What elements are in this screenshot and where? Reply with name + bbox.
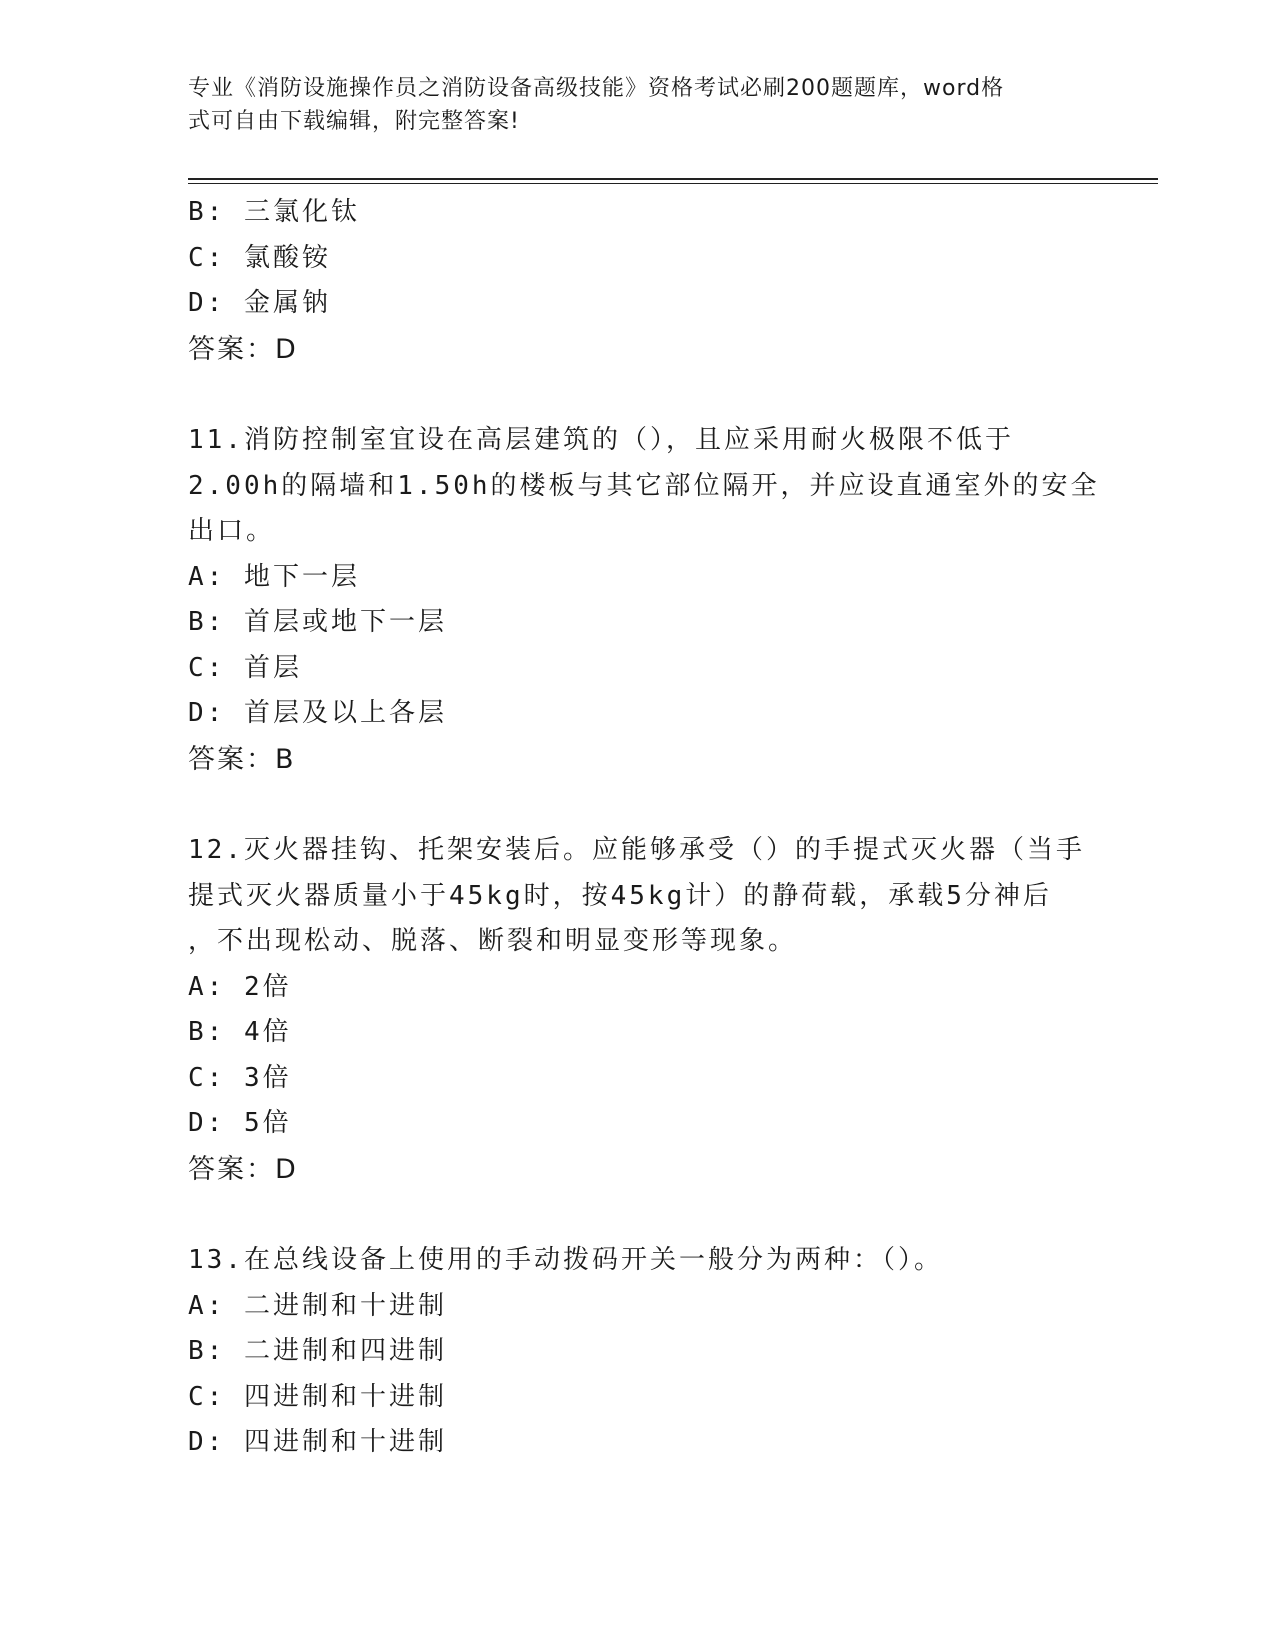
answer-line: 答案：B xyxy=(188,743,296,775)
question-13 xyxy=(188,1238,1088,1466)
answer-line: 答案：D xyxy=(188,1153,298,1185)
document-header xyxy=(188,72,1068,138)
question-11 xyxy=(188,418,1100,782)
question-stem-line: 11.消防控制室宜设在高层建筑的（），且应采用耐火极限不低于 xyxy=(188,425,1014,455)
question-stem-line: 提式灭火器质量小于45kg时，按45kg计）的静荷载，承载5分神后 xyxy=(188,880,1052,911)
option-a: A: 二进制和十进制 xyxy=(188,1290,447,1321)
header-line-1: 专业《消防设施操作员之消防设备高级技能》资格考试必刷200题题库，word格 xyxy=(188,76,1005,101)
header-rule-thick xyxy=(188,178,1158,180)
option-d: D: 5倍 xyxy=(188,1108,292,1138)
option-b: B: 首层或地下一层 xyxy=(188,607,447,637)
option-c: C: 氯酸铵 xyxy=(188,242,331,273)
option-b: B: 二进制和四进制 xyxy=(188,1336,447,1366)
question-10 xyxy=(188,190,1088,372)
question-stem-line: 12.灭火器挂钩、托架安装后。应能够承受（）的手提式灭火器（当手 xyxy=(188,835,1085,865)
spacer xyxy=(188,1192,1088,1238)
option-d: D: 四进制和十进制 xyxy=(188,1427,447,1457)
option-a: A: 地下一层 xyxy=(188,561,360,592)
option-b: B: 4倍 xyxy=(188,1017,292,1047)
question-stem-line: ，不出现松动、脱落、断裂和明显变形等现象。 xyxy=(188,926,798,956)
question-stem-line: 出口。 xyxy=(188,516,276,546)
header-line-2: 式可自由下载编辑，附完整答案! xyxy=(188,109,520,134)
option-c: C: 四进制和十进制 xyxy=(188,1381,447,1412)
question-stem-line: 2.00h的隔墙和1.50h的楼板与其它部位隔开，并应设直通室外的安全 xyxy=(188,470,1100,501)
option-c: C: 3倍 xyxy=(188,1062,292,1093)
answer-line: 答案：D xyxy=(188,333,298,365)
option-d: D: 首层及以上各层 xyxy=(188,698,447,728)
spacer xyxy=(188,782,1088,828)
option-c: C: 首层 xyxy=(188,652,302,683)
option-d: D: 金属钠 xyxy=(188,288,331,318)
question-content xyxy=(188,190,1100,1466)
option-a: A: 2倍 xyxy=(188,971,292,1002)
question-stem-line: 13.在总线设备上使用的手动拨码开关一般分为两种：（）。 xyxy=(188,1245,943,1275)
option-b: B: 三氯化钛 xyxy=(188,197,360,227)
spacer xyxy=(188,372,1088,418)
header-rule-thin xyxy=(188,183,1158,184)
question-12 xyxy=(188,828,1088,1192)
